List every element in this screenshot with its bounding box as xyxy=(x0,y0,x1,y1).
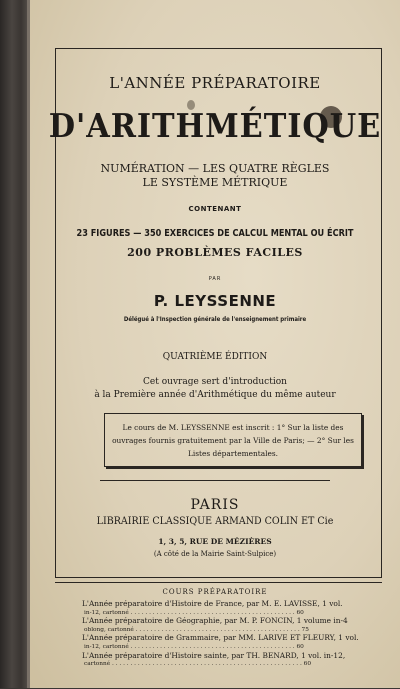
author-name: P. LEYSSENNE xyxy=(153,292,277,310)
contenant-label: CONTENANT xyxy=(188,205,242,213)
book-cover xyxy=(30,0,400,688)
author-title: Délégué à l'Inspection générale de l'enseignement primaire xyxy=(123,316,307,323)
publisher: LIBRAIRIE CLASSIQUE ARMAND COLIN ET Cie xyxy=(96,516,334,527)
city: PARIS xyxy=(190,497,240,513)
intro-line-1: Cet ouvrage sert d'introduction xyxy=(143,377,287,387)
catalog-entry-detail: in-12, cartonné . . . . . . . . . . . . . . . . . . . . . . . . . . . . . . . . . . . . . . . . . . . . . 60 xyxy=(84,609,304,616)
edition-label: QUATRIÈME ÉDITION xyxy=(162,352,268,362)
intro-line-2: à la Première année d'Arithmétique du même auteur xyxy=(94,390,336,400)
subtitle-line-1: NUMÉRATION — LES QUATRE RÈGLES xyxy=(100,162,330,175)
list-item xyxy=(82,617,382,634)
catalog-entry: L'Année préparatoire d'Histoire sainte, par TH. BÉNARD, 1 vol. in-12, xyxy=(82,651,346,660)
subtitle-line-2: LE SYSTÈME MÉTRIQUE xyxy=(142,176,288,189)
book-spine xyxy=(0,0,30,688)
catalog-entry: L'Année préparatoire de Grammaire, par MM. LARIVE ET FLEURY, 1 vol. xyxy=(82,634,359,643)
catalog-entry-detail: in-12, cartonné . . . . . . . . . . . . . . . . . . . . . . . . . . . . . . . . . . . . . . . . . . . . . 60 xyxy=(84,643,304,650)
title-line-2: D'ARITHMÉTIQUE xyxy=(48,106,382,145)
address: 1, 3, 5, RUE DE MÉZIÈRES xyxy=(158,537,272,546)
list-item xyxy=(82,652,382,669)
catalog-list xyxy=(82,600,382,669)
address-note: (A côté de la Mairie Saint-Sulpice) xyxy=(153,550,277,558)
divider-rule xyxy=(100,480,330,481)
catalog-heading: COURS PRÉPARATOIRE xyxy=(162,588,268,596)
catalog-entry: L'Année préparatoire d'Histoire de France, par M. E. LAVISSE, 1 vol. xyxy=(82,600,343,608)
notice-box: Le cours de M. LEYSSENNE est inscrit : 1° Sur la liste des ouvrages fournis gratuitement par la Ville de Paris; — 2° Sur les Listes départementales. xyxy=(104,413,362,467)
list-item xyxy=(82,634,382,651)
title-line-1: L'ANNÉE PRÉPARATOIRE xyxy=(109,74,321,92)
catalog-entry: L'Année préparatoire de Géographie, par M. P. FONCIN, 1 volume in-4 xyxy=(82,617,348,626)
catalog-entry-detail: cartonné . . . . . . . . . . . . . . . . . . . . . . . . . . . . . . . . . . . . . . . . . . . . . . . . . . . . 60 xyxy=(84,661,312,668)
contents-line-2: 200 PROBLÈMES FACILES xyxy=(127,246,303,259)
contents-line-1: 23 FIGURES — 350 EXERCICES DE CALCUL MENTAL OU ÉCRIT xyxy=(76,228,354,239)
par-label: PAR xyxy=(208,276,222,282)
catalog-entry-detail: oblong, cartonné . . . . . . . . . . . . . . . . . . . . . . . . . . . . . . . . . . . . . . . . . . . . . 75 xyxy=(84,626,309,633)
list-item xyxy=(82,600,382,617)
